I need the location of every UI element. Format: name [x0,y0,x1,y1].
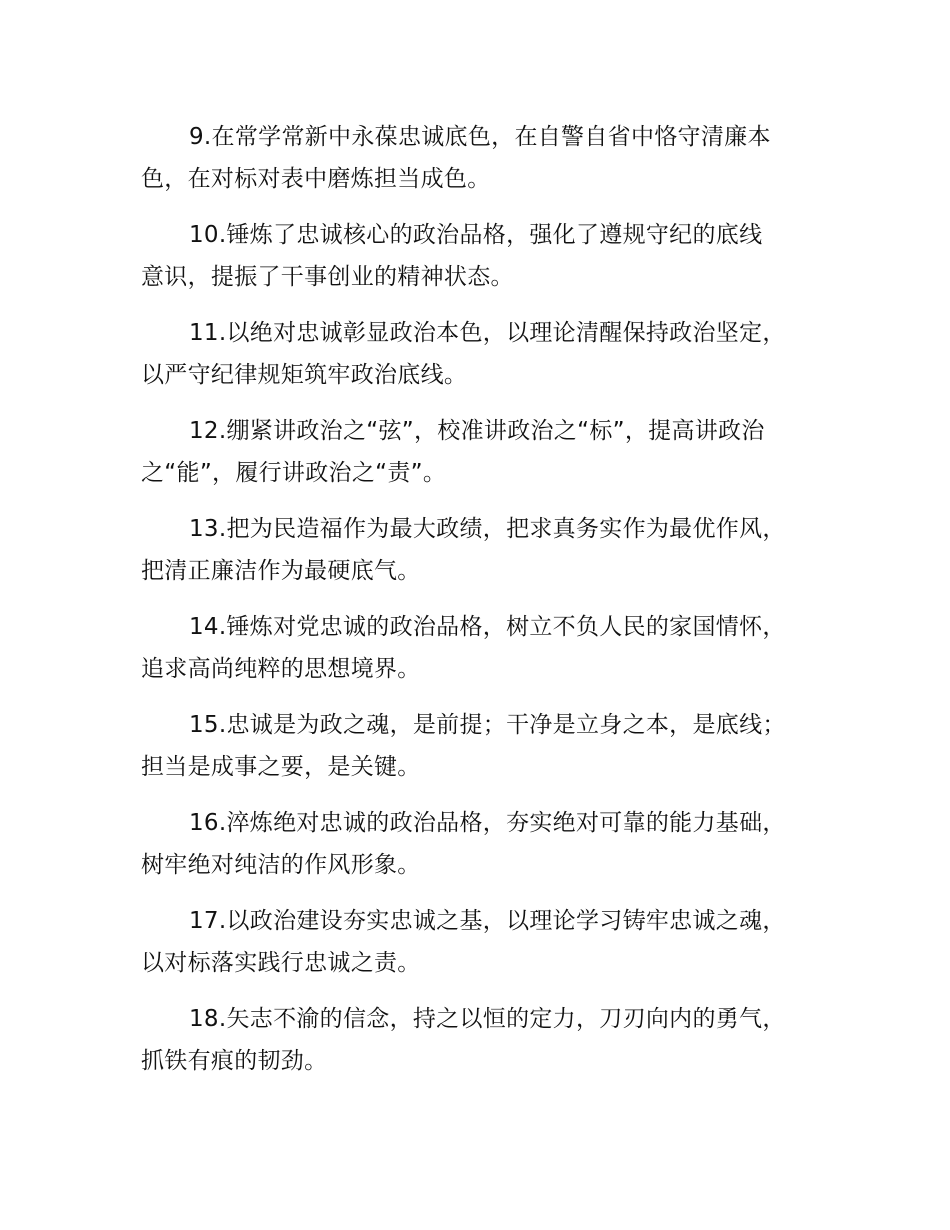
paragraph-line: 14.锤炼对党忠诚的政治品格，树立不负人民的家国情怀， [189,614,786,640]
paragraph-item-16 [141,802,831,886]
document-body [141,116,831,1096]
paragraph-line: 12.绷紧讲政治之“弦”，校准讲政治之“标”，提高讲政治 [189,418,765,444]
paragraph-line: 13.把为民造福作为最大政绩，把求真务实作为最优作风， [189,516,786,542]
paragraph-line: 9.在常学常新中永葆忠诚底色，在自警自省中恪守清廉本 [189,124,771,150]
paragraph-line: 17.以政治建设夯实忠诚之基，以理论学习铸牢忠诚之魂， [189,908,786,934]
paragraph-line: 意识，提振了干事创业的精神状态。 [141,264,514,290]
paragraph-item-9 [141,116,831,200]
paragraph-line: 担当是成事之要，是关键。 [141,754,421,780]
paragraph-line: 10.锤炼了忠诚核心的政治品格，强化了遵规守纪的底线 [189,222,763,248]
paragraph-item-11 [141,312,831,396]
paragraph-line: 15.忠诚是为政之魂，是前提；干净是立身之本，是底线； [189,712,786,738]
paragraph-line: 以对标落实践行忠诚之责。 [141,950,421,976]
paragraph-item-18 [141,998,831,1082]
paragraph-item-15 [141,704,831,788]
paragraph-line: 18.矢志不渝的信念，持之以恒的定力，刀刃向内的勇气， [189,1006,786,1032]
paragraph-line: 追求高尚纯粹的思想境界。 [141,656,421,682]
paragraph-line: 以严守纪律规矩筑牢政治底线。 [141,362,468,388]
paragraph-item-14 [141,606,831,690]
paragraph-line: 把清正廉洁作为最硬底气。 [141,558,421,584]
paragraph-item-13 [141,508,831,592]
paragraph-line: 树牢绝对纯洁的作风形象。 [141,852,421,878]
paragraph-line: 16.淬炼绝对忠诚的政治品格，夯实绝对可靠的能力基础， [189,810,786,836]
paragraph-line: 11.以绝对忠诚彰显政治本色，以理论清醒保持政治坚定， [189,320,786,346]
paragraph-item-17 [141,900,831,984]
paragraph-item-10 [141,214,831,298]
paragraph-item-12 [141,410,831,494]
paragraph-line: 之“能”，履行讲政治之“责”。 [141,460,447,486]
paragraph-line: 色，在对标对表中磨炼担当成色。 [141,166,491,192]
paragraph-line: 抓铁有痕的韧劲。 [141,1048,328,1074]
